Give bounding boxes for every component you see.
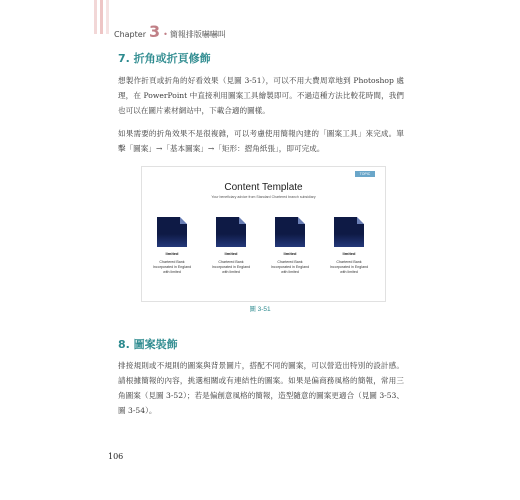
card-description: Chartered Bank Incorporated in England with limited xyxy=(152,260,192,274)
header-stripe xyxy=(106,0,109,34)
figure-card xyxy=(327,217,371,275)
chapter-header xyxy=(114,22,226,41)
card-label: limited xyxy=(283,251,297,256)
folded-corner-image xyxy=(275,217,305,247)
figure-title: Content Template xyxy=(224,182,303,193)
section-7-paragraph-2: 如果需要的折角效果不是很複雜，可以考慮使用簡報內建的「圖案工具」來完成。單擊「圖案」→「基本圖案」→「矩形：摺角紙張」，即可完成。 xyxy=(118,129,404,153)
folded-corner-image xyxy=(216,217,246,247)
header-stripe xyxy=(94,0,97,34)
section-7-paragraph-1: 想製作折頁或折角的好看效果（見圖 3-51），可以不用大費周章地到 Photoshop 處理，在 PowerPoint 中直接利用圖案工具繪製即可。不過這種方法比較花時間，我們也可以在圖片素材網站中，下載合適的圖樣。 xyxy=(118,76,404,115)
card-description: Chartered Bank Incorporated in England with limited xyxy=(211,260,251,274)
chapter-word: Chapter xyxy=(114,30,146,39)
chapter-title: 簡報排版嚇嚇叫 xyxy=(169,30,226,39)
card-label: limited xyxy=(165,251,179,256)
card-description: Chartered Bank Incorporated in England with limited xyxy=(329,260,369,274)
figure-card xyxy=(268,217,312,275)
figure-card xyxy=(150,217,194,275)
chapter-number: 3 xyxy=(148,22,161,41)
folded-corner-image xyxy=(157,217,187,247)
card-description: Chartered Bank Incorporated in England with limited xyxy=(270,260,310,274)
chapter-separator: • xyxy=(163,30,168,39)
section-8-paragraph: 排接規則或不規則的圖案與背景圖片，搭配不同的圖案，可以營造出特別的設計感。請根據簡報的內容，挑選相關或有連結性的圖案。如果是偏商務風格的簡報，常用三角圖案（見圖 3-52）；若是偏創意風格的簡報，造型隨意的圖案更適合（見圖 3-53、圖 3-54）。 xyxy=(118,361,404,415)
card-label: limited xyxy=(342,251,356,256)
figure-subtitle: Your beneficiary advice from Standard Chartered branch subsidiary xyxy=(211,195,316,199)
section-8-title: 8. 圖案裝飾 xyxy=(118,338,178,351)
header-stripe xyxy=(100,0,103,34)
page-number: 106 xyxy=(108,452,124,461)
figure-3-51 xyxy=(141,166,386,302)
folded-corner-image xyxy=(334,217,364,247)
figure-caption: 圖 3-51 xyxy=(249,306,271,313)
section-7-title: 7. 折角或折頁修飾 xyxy=(118,52,211,65)
card-label: limited xyxy=(224,251,238,256)
figure-card xyxy=(209,217,253,275)
topic-badge: TOPIC xyxy=(355,171,375,177)
